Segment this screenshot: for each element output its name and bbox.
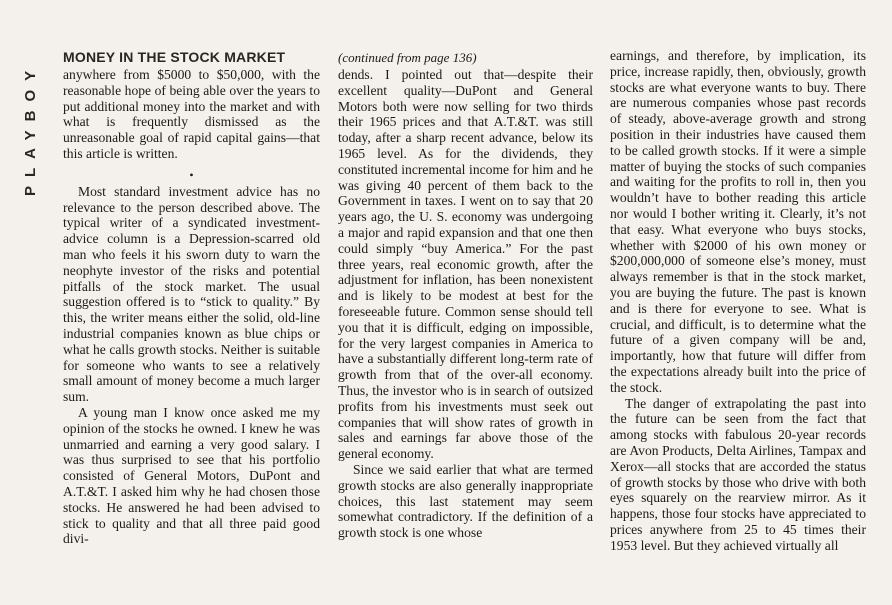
magazine-name-vertical	[22, 46, 48, 196]
column-1-paragraph-1: anywhere from $5000 to $50,000, with the reasonable hope of being able over the years to put additional money into the market and with what is frequently dismissed as the unreasonable goal of rapid capital gains—that this article is written.	[63, 67, 320, 161]
column-2-paragraph-1: dends. I pointed out that—despite their excellent quality—DuPont and General Motors both were now selling for two thirds their 1965 prices and that A.T.&T. was still today, after a sharp recent advance, below its 1965 level. As for the dividends, they constituted incremental income for him and he was giving 40 percent of them back to the Government in taxes. I went on to say that 20 years ago, the U. S. economy was undergoing a major and rapid expansion and that one then could simply “buy America.” For the past three years, real economic growth, after the adjustment for inflation, has been nonexistent and is likely to be modest at best for the foreseeable future. Common sense should tell you that it is difficult, edging on impossible, for the very largest companies in America to have a substantially different long-term rate of growth from that of the over-all economy. Thus, the investor who is in search of outsized profits from his investments must seek out companies that will show rates of growth in sales and earnings far above those of the general economy.	[338, 67, 593, 462]
column-2-paragraph-2: Since we said earlier that what are termed growth stocks are also generally inappropriate choices, this last statement may seem somewhat contradictory. If the definition of a growth stock is one whose	[338, 461, 593, 541]
continued-note: (continued from page 136)	[338, 50, 477, 65]
column-2	[338, 48, 593, 541]
column-1-paragraph-2: Most standard investment advice has no relevance to the person described above. The typical writer of a syndicated investment-advice column is a Depression-scarred old man who feels it his sworn duty to warn the neophyte investor of the risks and potential pitfalls of the stock market. The usual suggestion offered is to “stick to quality.” By this, the writer means either the solid, old-line industrial companies known as blue chips or what he calls growth stocks. Neither is suitable for someone who wants to see a relatively small amount of money become a much larger sum.	[63, 183, 320, 405]
column-1-paragraph-3: A young man I know once asked me my opinion of the stocks he owned. I knew he was unmarried and earning a very good salary. I was thus surprised to see that his portfolio consisted of General Motors, DuPont and A.T.&T. I asked him why he had chosen those stocks. He answered he had been advised to stick to quality and that all three paid good divi-	[63, 404, 320, 547]
section-separator-bullet: •	[189, 167, 194, 182]
column-3-paragraph-1: earnings, and therefore, by implication, its price, increase rapidly, then, obviously, growth stocks are what everyone wants to buy. There are numerous companies whose past records of steady, above-average growth and strong position in their industries have caused them to be called growth stocks. If it were a simple matter of buying the stocks of such companies and waiting for the profits to roll in, then you wouldn’t have to bother reading this article nor would I bother writing it. Clearly, it’s not that easy. What everyone who buys stocks, whether with $2000 of his own money or $200,000,000 of someone else’s money, must always remember is that in the stock market, you are buying the future. The past is known and is there for everyone to see. What is crucial, and difficult, is to determine what the future of a given company will be and, importantly, how that future will differ from the expectations already built into the price of the stock.	[610, 48, 866, 395]
column-3-paragraph-2: The danger of extrapolating the past into the future can be seen from the fact that among stocks with fabulous 20-year records are Avon Products, Delta Airlines, Tampax and Xerox—all stocks that are accorded the status of growth stocks by those who drive with both eyes squarely on the rearview mirror. As it happens, those four stocks have appreciated to prices anywhere from 25 to 45 times their 1953 level. But they achieved virtually all	[610, 395, 866, 553]
column-3	[610, 48, 866, 554]
section-title: MONEY IN THE STOCK MARKET	[63, 49, 286, 65]
column-1	[63, 48, 320, 547]
magazine-name: PLAYBOY	[22, 61, 39, 196]
